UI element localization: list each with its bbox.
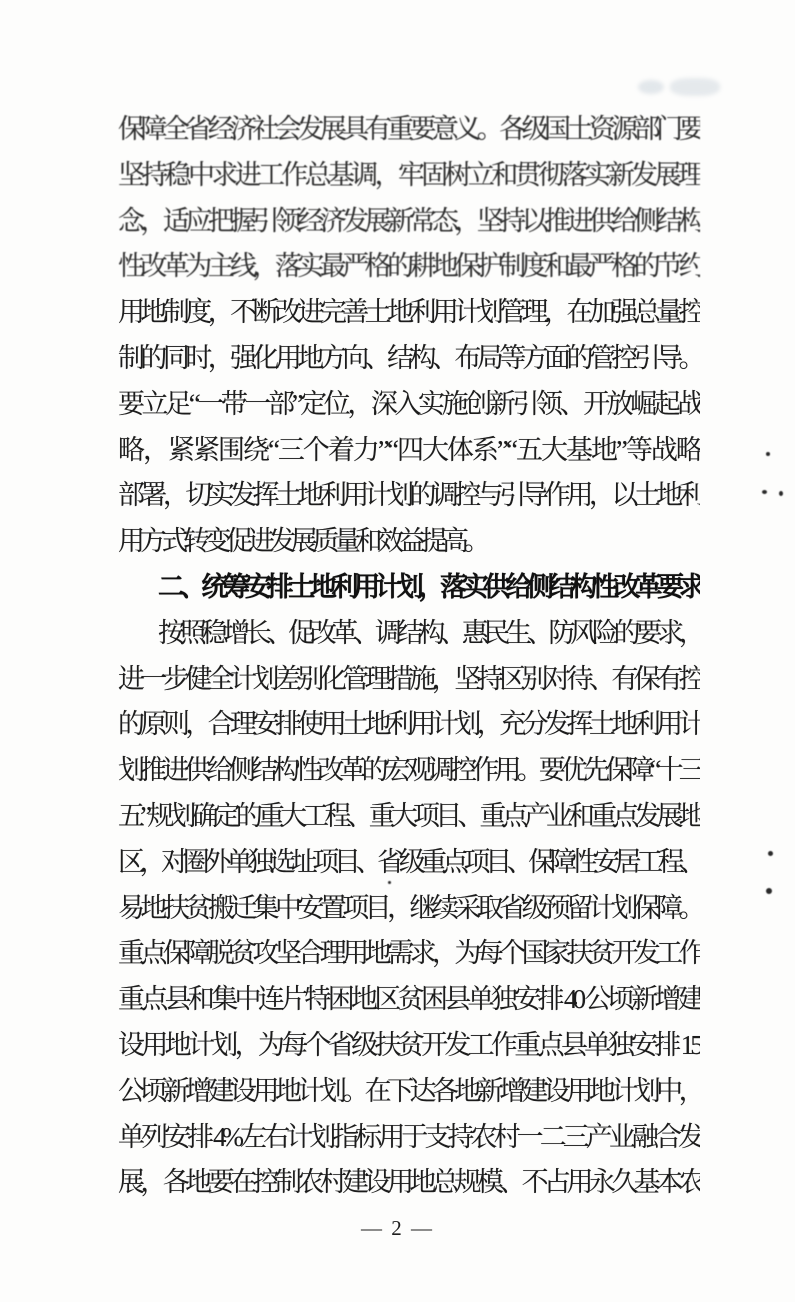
ink-speck [762,490,767,494]
text-line: 坚持稳中求进工作总基调，牢固树立和贯彻落实新发展理 [118,159,700,190]
ink-speck [779,491,783,496]
text-line: 设用地计划，为每个省级扶贫开发工作重点县单独安排 15 [118,1029,700,1060]
text-line: 用地制度，不断改进完善土地利用计划管理，在加强总量控 [118,297,700,328]
text-line: 略，紧紧围绕“三个着力”“四大体系”“五大基地”等战略 [118,434,700,465]
text-line: 展，各地要在控制农村建设用地总规模、不占用永久基本农 [118,1167,700,1198]
text-line: 性改革为主线，落实最严格的耕地保护制度和最严格的节约 [118,251,700,282]
text-line: 保障全省经济社会发展具有重要意义。各级国土资源部门要 [118,114,700,144]
text-line: 区，对圈外单独选址项目、省级重点项目、保障性安居工程、 [118,846,700,877]
ink-speck [768,851,773,856]
page-number: — 2 — [361,1216,434,1240]
text-line: 公顷新增建设用地计划。在下达各地新增建设用地计划中， [118,1075,700,1106]
ink-speck [766,452,770,456]
scan-smudge-blob [670,78,720,96]
text-line: 念，适应把握引领经济发展新常态，坚持以推进供给侧结构 [118,205,700,236]
text-line: 划推进供给侧结构性改革的宏观调控作用。要优先保障“十三 [118,755,700,786]
text-line: 单列安排 4%左右计划指标用于支持农村一二三产业融合发 [118,1121,700,1152]
text-line: 部署，切实发挥土地利用计划的调控与引导作用，以土地利 [118,480,700,511]
text-line: 的原则，合理安排使用土地利用计划，充分发挥土地利用计 [118,709,700,740]
scan-smudge-blob [638,80,664,94]
document-body [118,107,700,1206]
text-line: 进一步健全计划差别化管理措施，坚持区别对待、有保有控 [118,663,700,694]
scan-smudge [630,72,730,104]
text-line: 五”规划确定的重大工程、重大项目、重点产业和重点发展地 [118,800,700,831]
text-line: 要立足“一带一部”定位，深入实施创新引领、开放崛起战 [118,388,700,419]
ink-speck [388,881,391,884]
text-line: 按照稳增长、促改革、调结构、惠民生、防风险的要求， [158,617,700,648]
section-heading: 二、统筹安排土地利用计划，落实供给侧结构性改革要求 [158,571,700,602]
text-line: 易地扶贫搬迁集中安置项目，继续采取省级预留计划保障。 [118,892,700,923]
text-line: 重点保障脱贫攻坚合理用地需求，为每个国家扶贫开发工作 [118,938,700,969]
text-line: 用方式转变促进发展质量和效益提高。 [118,526,486,557]
text-line: 制的同时，强化用地方向、结构、布局等方面的管控引导。 [118,342,700,373]
text-line: 重点县和集中连片特困地区贫困县单独安排 40 公顷新增建 [118,984,700,1015]
ink-speck [766,888,772,894]
